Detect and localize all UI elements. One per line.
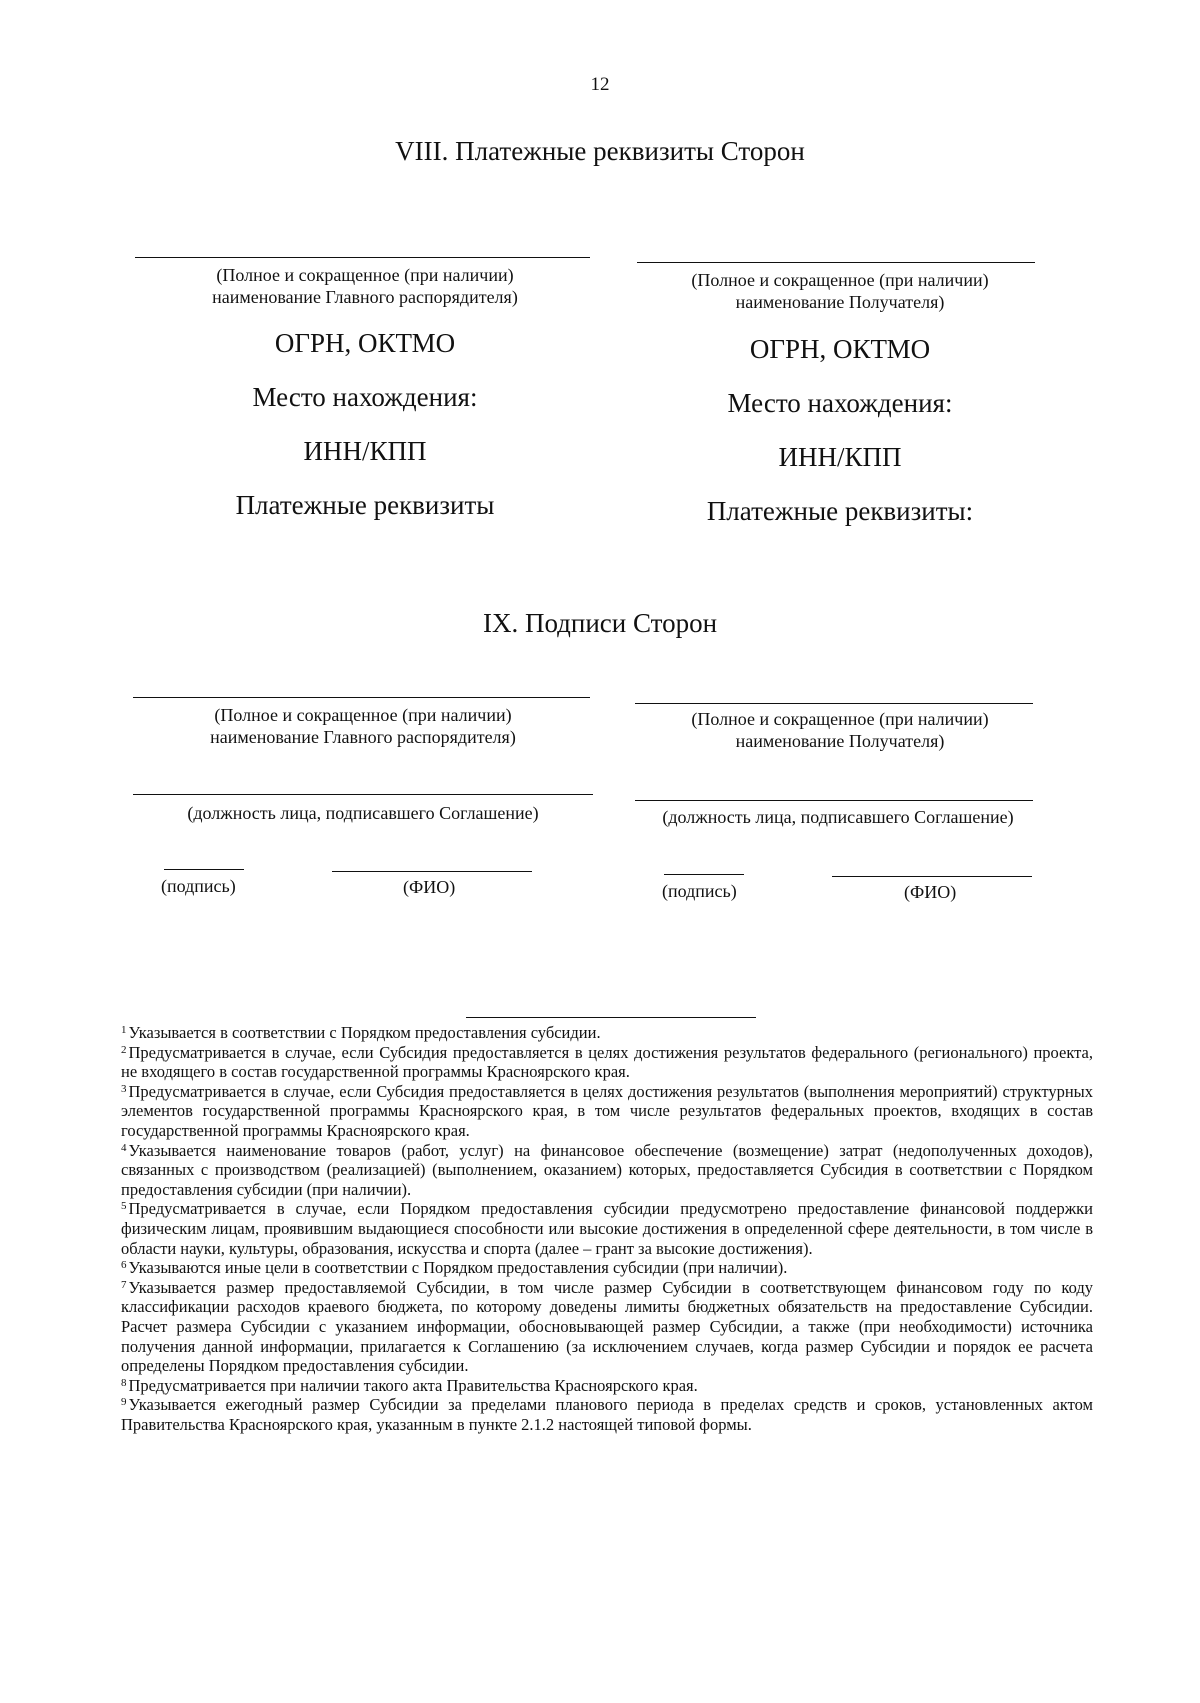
- footnote-text: Предусматривается при наличии такого акта Правительства Красноярского края.: [128, 1375, 698, 1395]
- footnote-text: Предусматривается в случае, если Субсидия предоставляется в целях достижения результатов федерального (регионального) проекта, не входящего в состав государственной программы Красноярского края.: [121, 1042, 1093, 1082]
- right-fio-label: (ФИО): [904, 882, 957, 902]
- left-signature-line: [164, 869, 244, 870]
- right-position-label: (должность лица, подписавшего Соглашение): [662, 807, 1014, 827]
- left-requisites-label: Платежные реквизиты: [235, 490, 495, 520]
- left-signature-label: (подпись): [161, 876, 236, 896]
- right-sign-caption-line1: (Полное и сокращенное (при наличии): [691, 709, 989, 729]
- footnote-4: [121, 1141, 1093, 1200]
- footnote-text: Указываются иные цели в соответствии с Порядком предоставления субсидии (при наличии).: [128, 1258, 788, 1278]
- footnote-text: Предусматривается в случае, если Порядком предоставления субсидии предусмотрено предоставление финансовой поддержки физическим лицам, проявившим выдающиеся способности или высокие достижения в определенной сфере деятельности, в том числе в области науки, культуры, образования, искусства и спорта (далее – грант за высокие достижения).: [121, 1199, 1093, 1258]
- left-party-caption-line1: (Полное и сокращенное (при наличии): [216, 265, 514, 285]
- left-ogrn-label: ОГРН, ОКТМО: [274, 328, 456, 358]
- footnote-text: Предусматривается в случае, если Субсидия предоставляется в целях достижения результатов (выполнения мероприятий) структурных элементов государственной программы Красноярского края, в том числе результатов федеральных проектов, входящих в состав государственной программы Красноярского края.: [121, 1081, 1093, 1140]
- section-viii-title: VIII. Платежные реквизиты Сторон: [395, 136, 805, 166]
- footnote-marker: 7: [121, 1278, 127, 1291]
- footnote-5: [121, 1199, 1093, 1258]
- right-requisites-label: Платежные реквизиты:: [706, 496, 974, 526]
- right-sign-caption-line2: наименование Получателя): [735, 731, 945, 751]
- right-party-name-line: [637, 262, 1035, 263]
- right-sign-caption: [630, 708, 1050, 752]
- footnote-separator: [466, 1017, 756, 1018]
- footnote-3: [121, 1082, 1093, 1141]
- left-party-caption: [135, 264, 595, 308]
- footnote-7: [121, 1278, 1093, 1376]
- footnote-marker: 2: [121, 1043, 127, 1056]
- footnote-text: Указывается наименование товаров (работ, услуг) на финансовое обеспечение (возмещение) затрат (недополученных доходов), связанных с производством (реализацией) (выполнением, оказанием) которых, предоставляется Субсидия в соответствии с Порядком предоставления субсидии (при наличии).: [121, 1140, 1093, 1199]
- right-party-caption-line2: наименование Получателя): [735, 292, 945, 312]
- footnote-marker: 9: [121, 1396, 127, 1409]
- footnote-marker: 6: [121, 1259, 127, 1272]
- left-sign-caption-line2: наименование Главного распорядителя): [210, 727, 516, 747]
- footnote-9: [121, 1395, 1093, 1434]
- right-party-caption-line1: (Полное и сокращенное (при наличии): [691, 270, 989, 290]
- footnote-marker: 3: [121, 1082, 127, 1095]
- right-location-label: Место нахождения:: [727, 388, 953, 418]
- left-fio-line: [332, 871, 532, 872]
- right-position-line: [635, 800, 1033, 801]
- left-sign-caption-line1: (Полное и сокращенное (при наличии): [214, 705, 512, 725]
- footnote-marker: 1: [121, 1024, 127, 1036]
- right-sign-name-line: [635, 703, 1033, 704]
- right-inn-label: ИНН/КПП: [778, 442, 902, 472]
- section-ix-title: IX. Подписи Сторон: [482, 608, 718, 638]
- footnote-marker: 8: [121, 1376, 127, 1389]
- page-number: 12: [590, 74, 610, 95]
- footnotes: [121, 1023, 1093, 1434]
- footnote-2: [121, 1043, 1093, 1082]
- right-signature-label: (подпись): [662, 881, 737, 901]
- footnote-text: Указывается ежегодный размер Субсидии за пределами планового периода в пределах средств и сроков, установленных актом Правительства Красноярского края, указанным в пункте 2.1.2 настоящей типовой формы.: [121, 1395, 1093, 1434]
- right-fio-line: [832, 876, 1032, 877]
- footnote-text: Указывается в соответствии с Порядком предоставления субсидии.: [128, 1023, 601, 1042]
- left-inn-label: ИНН/КПП: [303, 436, 427, 466]
- left-position-line: [133, 794, 593, 795]
- left-position-label: (должность лица, подписавшего Соглашение): [187, 803, 539, 823]
- footnote-marker: 5: [121, 1200, 127, 1213]
- footnote-text: Указывается размер предоставляемой Субсидии, в том числе размер Субсидии в соответствующем финансовом году по коду классификации расходов краевого бюджета, по которому доведены лимиты бюджетных обязательств на предоставление Субсидии. Расчет размера Субсидии с указанием информации, обосновывающей размер Субсидии, а также (при необходимости) источника получения данной информации, прилагается к Соглашению (за исключением случаев, когда размер Субсидии и порядок ее расчета определены Порядком предоставления субсидии.: [121, 1277, 1093, 1376]
- right-party-caption: [630, 269, 1050, 313]
- right-signature-line: [664, 874, 744, 875]
- left-fio-label: (ФИО): [403, 877, 456, 897]
- left-sign-name-line: [133, 697, 590, 698]
- left-party-caption-line2: наименование Главного распорядителя): [212, 287, 518, 307]
- footnote-1: [121, 1023, 1093, 1043]
- left-location-label: Место нахождения:: [252, 382, 478, 412]
- footnote-marker: 4: [121, 1141, 127, 1154]
- left-sign-caption: [133, 704, 593, 748]
- footnote-6: [121, 1258, 1093, 1278]
- right-ogrn-label: ОГРН, ОКТМО: [749, 334, 931, 364]
- footnote-8: [121, 1376, 1093, 1396]
- left-party-name-line: [135, 257, 590, 258]
